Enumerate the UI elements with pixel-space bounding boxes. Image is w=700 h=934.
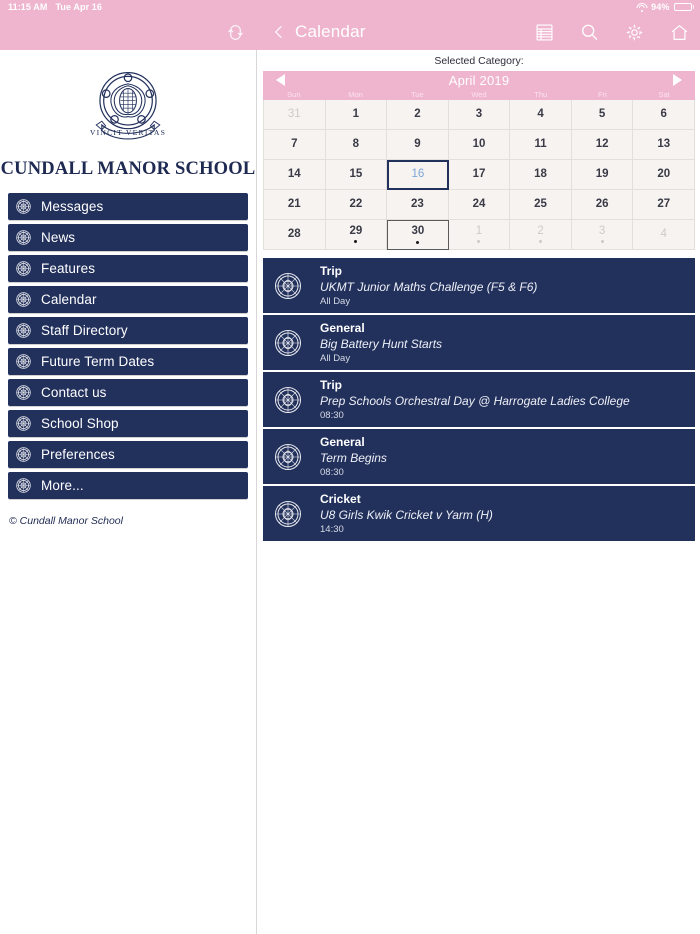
calendar-day-cell[interactable] — [633, 130, 695, 160]
rosette-icon — [273, 328, 303, 358]
sidebar — [0, 50, 257, 934]
calendar-day-cell[interactable] — [572, 160, 634, 190]
calendar-day-cell[interactable] — [449, 130, 511, 160]
calendar-day-cell[interactable] — [633, 160, 695, 190]
sidebar-item-future-term-dates[interactable] — [8, 348, 248, 375]
sidebar-item-calendar[interactable] — [8, 286, 248, 313]
rosette-icon — [15, 322, 32, 339]
day-of-week-header — [263, 89, 695, 100]
rosette-icon — [15, 384, 32, 401]
dow-label: Thu — [534, 90, 548, 99]
dow-label: Sun — [287, 90, 301, 99]
calendar-day-number: 30 — [411, 225, 425, 238]
calendar-day-cell[interactable] — [449, 220, 511, 250]
calendar-day-cell[interactable] — [264, 160, 326, 190]
calendar-day-cell[interactable] — [633, 190, 695, 220]
rosette-icon — [15, 477, 32, 494]
chevron-left-icon[interactable] — [271, 24, 287, 40]
calendar-day-cell[interactable] — [572, 100, 634, 130]
events-list — [263, 258, 695, 543]
sidebar-item-label: Preferences — [41, 447, 115, 462]
event-indicator-dot — [601, 240, 604, 243]
sidebar-item-features[interactable] — [8, 255, 248, 282]
sidebar-item-label: School Shop — [41, 416, 119, 431]
calendar-day-number: 16 — [411, 168, 425, 181]
calendar-day-cell[interactable] — [326, 160, 388, 190]
calendar-day-number: 13 — [657, 137, 671, 150]
home-icon[interactable] — [669, 22, 690, 43]
rosette-icon — [15, 446, 32, 463]
calendar-day-cell[interactable] — [449, 190, 511, 220]
calendar-day-number: 8 — [352, 137, 360, 150]
calendar-day-number: 14 — [287, 167, 301, 180]
rosette-icon — [273, 442, 303, 472]
event-indicator-dot — [539, 240, 542, 243]
sidebar-item-more[interactable] — [8, 472, 248, 499]
calendar-day-number: 11 — [534, 137, 547, 150]
calendar-day-cell[interactable] — [326, 130, 388, 160]
event-text-group — [320, 264, 537, 307]
rosette-icon — [15, 353, 32, 370]
rosette-icon — [15, 198, 32, 215]
event-indicator-dot — [477, 240, 480, 243]
rosette-icon — [15, 260, 32, 277]
sidebar-item-contact-us[interactable] — [8, 379, 248, 406]
sidebar-item-preferences[interactable] — [8, 441, 248, 468]
calendar-header — [263, 71, 695, 89]
event-row[interactable] — [263, 429, 695, 486]
event-row[interactable] — [263, 315, 695, 372]
calendar-day-number: 19 — [595, 167, 609, 180]
event-time: 08:30 — [320, 410, 344, 421]
calendar-day-cell[interactable] — [510, 160, 572, 190]
calendar-day-cell[interactable] — [633, 220, 695, 250]
calendar-day-number: 6 — [660, 107, 667, 120]
crest-motto: VINCIT VERITAS — [89, 128, 167, 138]
calendar-day-cell[interactable] — [387, 100, 449, 130]
event-indicator-dot — [416, 241, 419, 244]
calendar-day-cell[interactable] — [572, 220, 634, 250]
event-time: 14:30 — [320, 524, 344, 535]
sidebar-item-label: Future Term Dates — [41, 354, 155, 369]
next-month-button[interactable] — [673, 74, 682, 86]
sidebar-item-label: Calendar — [41, 292, 97, 307]
rosette-icon — [15, 291, 32, 308]
gear-icon[interactable] — [624, 22, 645, 43]
calendar-day-number: 1 — [352, 107, 360, 120]
calendar-day-number: 18 — [534, 167, 547, 180]
event-category: General — [320, 435, 365, 449]
calendar-day-number: 25 — [534, 197, 547, 210]
event-text-group — [320, 492, 493, 535]
calendar-day-cell[interactable] — [264, 130, 326, 160]
event-category: General — [320, 321, 365, 335]
calendar-day-number: 1 — [475, 224, 483, 237]
prev-month-button[interactable] — [276, 74, 285, 86]
calendar-day-cell[interactable] — [449, 160, 511, 190]
sidebar-item-label: Contact us — [41, 385, 107, 400]
calendar-day-number: 3 — [598, 224, 606, 237]
calendar-day-cell[interactable] — [449, 100, 511, 130]
dow-label: Sat — [658, 90, 670, 99]
search-icon[interactable] — [579, 22, 600, 43]
battery-icon — [674, 3, 695, 12]
calendar-day-number: 2 — [537, 224, 544, 237]
calendar-day-cell[interactable] — [572, 190, 634, 220]
event-time: All Day — [320, 296, 351, 307]
left-pane-navbar — [0, 14, 257, 50]
calendar-day-cell[interactable] — [264, 220, 326, 250]
calendar-day-number: 10 — [472, 137, 486, 150]
status-right-group — [636, 2, 694, 12]
calendar-day-number: 4 — [537, 107, 544, 120]
calendar-day-cell[interactable] — [510, 130, 572, 160]
calendar-day-number: 29 — [349, 224, 363, 237]
tudor-rose-crest-icon — [81, 67, 175, 153]
sidebar-item-messages[interactable] — [8, 193, 248, 220]
sidebar-item-label: Staff Directory — [41, 323, 128, 338]
event-indicator-dot — [354, 240, 357, 243]
calendar-day-number: 15 — [349, 167, 363, 180]
calendar-day-number: 27 — [657, 197, 671, 210]
calendar-day-number: 21 — [287, 197, 301, 210]
refresh-icon[interactable] — [226, 23, 245, 42]
calendar-day-number: 31 — [287, 107, 301, 120]
rosette-icon — [273, 499, 303, 529]
event-row[interactable] — [263, 372, 695, 429]
calendar-day-number: 24 — [472, 197, 486, 210]
calendar-month-title: April 2019 — [448, 72, 510, 88]
calendar-day-number: 2 — [414, 107, 421, 120]
event-title: Prep Schools Orchestral Day @ Harrogate Ladies College — [320, 394, 630, 408]
event-title: U8 Girls Kwik Cricket v Yarm (H) — [320, 508, 493, 522]
event-text-group — [320, 378, 630, 421]
agenda-list-icon[interactable] — [534, 22, 555, 43]
status-bar — [0, 0, 700, 14]
calendar-day-number: 4 — [660, 227, 667, 240]
sidebar-menu — [0, 193, 256, 499]
calendar-day-cell[interactable] — [326, 220, 388, 250]
calendar-widget — [263, 71, 695, 250]
calendar-day-number: 23 — [411, 197, 424, 210]
calendar-day-number: 17 — [472, 167, 486, 180]
event-category: Trip — [320, 264, 343, 278]
event-category: Trip — [320, 378, 343, 392]
calendar-day-number: 7 — [291, 137, 298, 150]
calendar-day-cell[interactable] — [264, 100, 326, 130]
calendar-day-number: 12 — [595, 137, 609, 150]
event-time: All Day — [320, 353, 351, 364]
calendar-day-cell[interactable] — [326, 190, 388, 220]
calendar-day-number: 5 — [598, 107, 606, 120]
dow-label: Fri — [598, 90, 607, 99]
sidebar-item-label: Features — [41, 261, 96, 276]
event-time: 08:30 — [320, 467, 344, 478]
calendar-day-number: 3 — [475, 107, 483, 120]
calendar-day-cell[interactable] — [326, 100, 388, 130]
calendar-day-number: 28 — [287, 227, 301, 240]
event-row[interactable] — [263, 486, 695, 543]
copyright-text: © Cundall Manor School — [9, 515, 123, 527]
selected-category-label: Selected Category: — [434, 55, 524, 67]
sidebar-item-school-shop[interactable] — [8, 410, 248, 437]
dow-label: Tue — [410, 90, 424, 99]
calendar-day-number: 9 — [414, 137, 421, 150]
event-text-group — [320, 321, 442, 364]
school-logo — [0, 50, 256, 153]
battery-percent: 94% — [651, 2, 670, 12]
event-row[interactable] — [263, 258, 695, 315]
calendar-day-number: 22 — [349, 197, 363, 210]
school-name: CUNDALL MANOR SCHOOL — [0, 159, 256, 179]
calendar-day-number: 26 — [595, 197, 609, 210]
calendar-day-cell[interactable] — [633, 100, 695, 130]
calendar-grid — [263, 100, 695, 250]
calendar-day-cell[interactable] — [264, 190, 326, 220]
wifi-icon — [636, 3, 647, 12]
rosette-icon — [15, 229, 32, 246]
sidebar-item-label: Messages — [41, 199, 104, 214]
calendar-day-cell[interactable] — [510, 100, 572, 130]
rosette-icon — [273, 385, 303, 415]
calendar-day-cell[interactable] — [510, 220, 572, 250]
sidebar-item-news[interactable] — [8, 224, 248, 251]
dow-label: Wed — [471, 90, 487, 99]
calendar-day-cell[interactable] — [387, 220, 449, 250]
calendar-day-number: 20 — [657, 167, 671, 180]
status-date: Tue Apr 16 — [55, 2, 103, 12]
event-text-group — [320, 435, 387, 478]
dow-label: Mon — [348, 90, 363, 99]
rosette-icon — [15, 415, 32, 432]
event-category: Cricket — [320, 492, 361, 506]
calendar-day-cell[interactable] — [387, 160, 449, 190]
event-title: Term Begins — [320, 451, 387, 465]
calendar-pane — [258, 50, 700, 934]
event-title: UKMT Junior Maths Challenge (F5 & F6) — [320, 280, 538, 294]
navbar-tools — [534, 22, 690, 43]
rosette-icon — [273, 271, 303, 301]
event-title: Big Battery Hunt Starts — [320, 337, 443, 351]
calendar-day-cell[interactable] — [510, 190, 572, 220]
sidebar-item-staff-directory[interactable] — [8, 317, 248, 344]
calendar-day-cell[interactable] — [387, 190, 449, 220]
status-time: 11:15 AM — [8, 2, 48, 12]
sidebar-item-label: More... — [41, 478, 84, 493]
sidebar-item-label: News — [41, 230, 76, 245]
page-title: Calendar — [295, 22, 366, 41]
calendar-day-cell[interactable] — [387, 130, 449, 160]
right-pane-navbar — [257, 14, 700, 50]
calendar-day-cell[interactable] — [572, 130, 634, 160]
